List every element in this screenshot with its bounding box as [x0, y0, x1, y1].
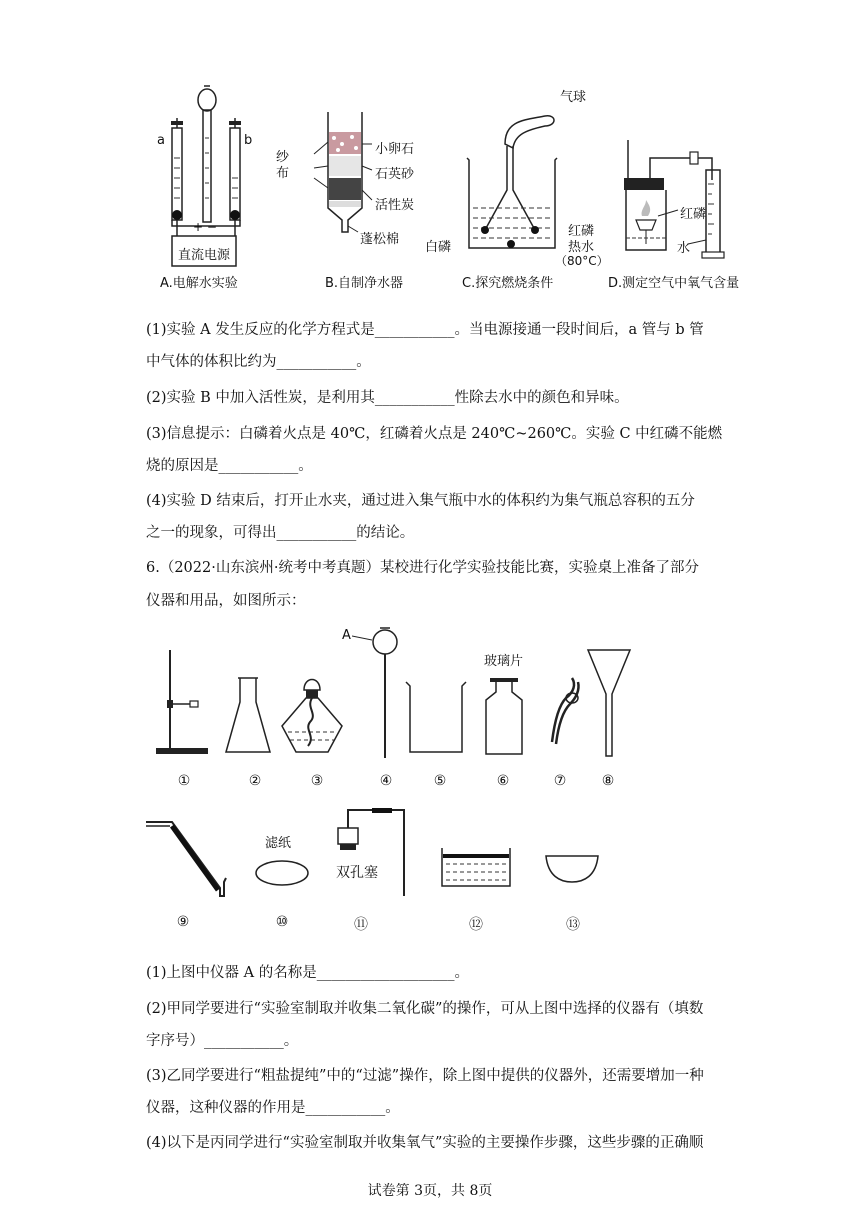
q6-stem-line-2: 仪器和用品，如图所示： — [146, 593, 306, 609]
label-red-phosphorus-d: 红磷 — [680, 207, 707, 222]
beaker-icon — [402, 680, 468, 756]
conical-flask-icon — [222, 676, 274, 758]
water-purifier-diagram — [300, 108, 380, 248]
q5-line-5: 烧的原因是___________。 — [146, 458, 313, 474]
q5-line-3: (2)实验 B 中加入活性炭，是利用其___________性除去水中的颜色和异味。 — [146, 390, 629, 406]
label-b: b — [244, 133, 253, 148]
label-gauze: 纱布 — [276, 150, 290, 181]
number-2: ② — [248, 773, 262, 789]
q5-line-1: (1)实验 A 发生反应的化学方程式是___________。当电源接通一段时间后，a 管与 b 管 — [146, 322, 704, 338]
alcohol-lamp-icon — [276, 668, 348, 758]
label-a: a — [157, 133, 165, 148]
combustion-conditions-diagram — [455, 90, 575, 250]
q6-line-2: (2)甲同学要进行“实验室制取并收集二氧化碳”的操作，可从上图中选择的仪器有（填数 — [146, 1001, 704, 1017]
q5-line-6: (4)实验 D 结束后，打开止水夹，通过进入集气瓶中水的体积约为集气瓶总容积的五分 — [146, 493, 695, 509]
gas-collecting-bottle-icon — [482, 672, 526, 758]
q6-line-3: 字序号）___________。 — [146, 1033, 299, 1049]
label-power-supply: 直流电源 — [178, 248, 231, 263]
crucible-tongs-icon — [546, 676, 582, 748]
label-glass-sheet: 玻璃片 — [484, 654, 524, 669]
label-plus-minus: + − — [193, 220, 217, 234]
q5-line-7: 之一的现象，可得出___________的结论。 — [146, 525, 415, 541]
number-4: ④ — [379, 773, 393, 789]
q5-line-2: 中气体的体积比约为___________。 — [146, 354, 371, 370]
label-filter-paper: 滤纸 — [265, 836, 292, 851]
number-13: ⑬ — [566, 917, 580, 933]
q6-line-4: (3)乙同学要进行“粗盐提纯”中的“过滤”操作，除上图中提供的仪器外，还需要增加一种 — [146, 1068, 704, 1084]
number-11: ⑪ — [354, 917, 368, 933]
label-two-hole-stopper: 双孔塞 — [336, 865, 378, 881]
electrolysis-apparatus-diagram — [150, 78, 253, 268]
water-trough-icon — [438, 846, 514, 890]
number-10: ⑩ — [275, 914, 289, 930]
number-9: ⑨ — [176, 914, 190, 930]
evaporating-dish-icon — [542, 852, 602, 886]
number-3: ③ — [310, 773, 324, 789]
funnel-a-icon — [370, 624, 400, 760]
number-7: ⑦ — [553, 773, 567, 789]
label-water: 水 — [677, 241, 691, 256]
number-6: ⑥ — [496, 773, 510, 789]
pointer-line-a — [352, 632, 372, 642]
label-quartz: 石英砂 — [375, 167, 415, 182]
oxygen-measurement-diagram — [620, 140, 730, 260]
label-pebble: 小卵石 — [375, 142, 415, 157]
label-instrument-a: A — [342, 628, 351, 643]
label-temperature: （80°C） — [555, 254, 609, 268]
label-balloon: 气球 — [560, 90, 587, 105]
number-8: ⑧ — [601, 773, 615, 789]
label-white-phosphorus: 白磷 — [425, 240, 452, 255]
number-12: ⑫ — [469, 917, 483, 933]
q6-line-1: (1)上图中仪器 A 的名称是___________________。 — [146, 965, 469, 981]
caption-a: A.电解水实验 — [160, 276, 238, 291]
caption-b: B.自制净水器 — [325, 276, 404, 291]
q6-stem-line-1: 6.（2022·山东滨州·统考中考真题）某校进行化学实验技能比赛，实验桌上准备了部分 — [146, 560, 699, 576]
iron-stand-icon — [150, 648, 214, 758]
caption-c: C.探究燃烧条件 — [462, 276, 554, 291]
page-footer: 试卷第 3页，共 8页 — [367, 1183, 493, 1199]
bent-glass-tube-icon — [144, 818, 234, 900]
q6-line-5: 仪器，这种仪器的作用是___________。 — [146, 1100, 400, 1116]
number-5: ⑤ — [433, 773, 447, 789]
q5-line-4: (3)信息提示：白磷着火点是 40℃，红磷着火点是 240℃~260℃。实验 C 中红磷不能燃 — [146, 426, 723, 442]
filter-paper-icon — [254, 858, 310, 888]
label-cotton: 蓬松棉 — [360, 232, 400, 247]
caption-d: D.测定空气中氧气含量 — [608, 276, 740, 291]
label-red-phosphorus-c: 红磷 — [568, 224, 595, 239]
q6-line-6: (4)以下是丙同学进行“实验室制取并收集氧气”实验的主要操作步骤，这些步骤的正确顺 — [146, 1135, 704, 1151]
label-carbon: 活性炭 — [375, 198, 415, 213]
number-1: ① — [177, 773, 191, 789]
funnel-icon — [586, 646, 632, 758]
two-hole-stopper-icon — [330, 808, 414, 898]
label-hot-water: 热水 — [568, 240, 595, 255]
